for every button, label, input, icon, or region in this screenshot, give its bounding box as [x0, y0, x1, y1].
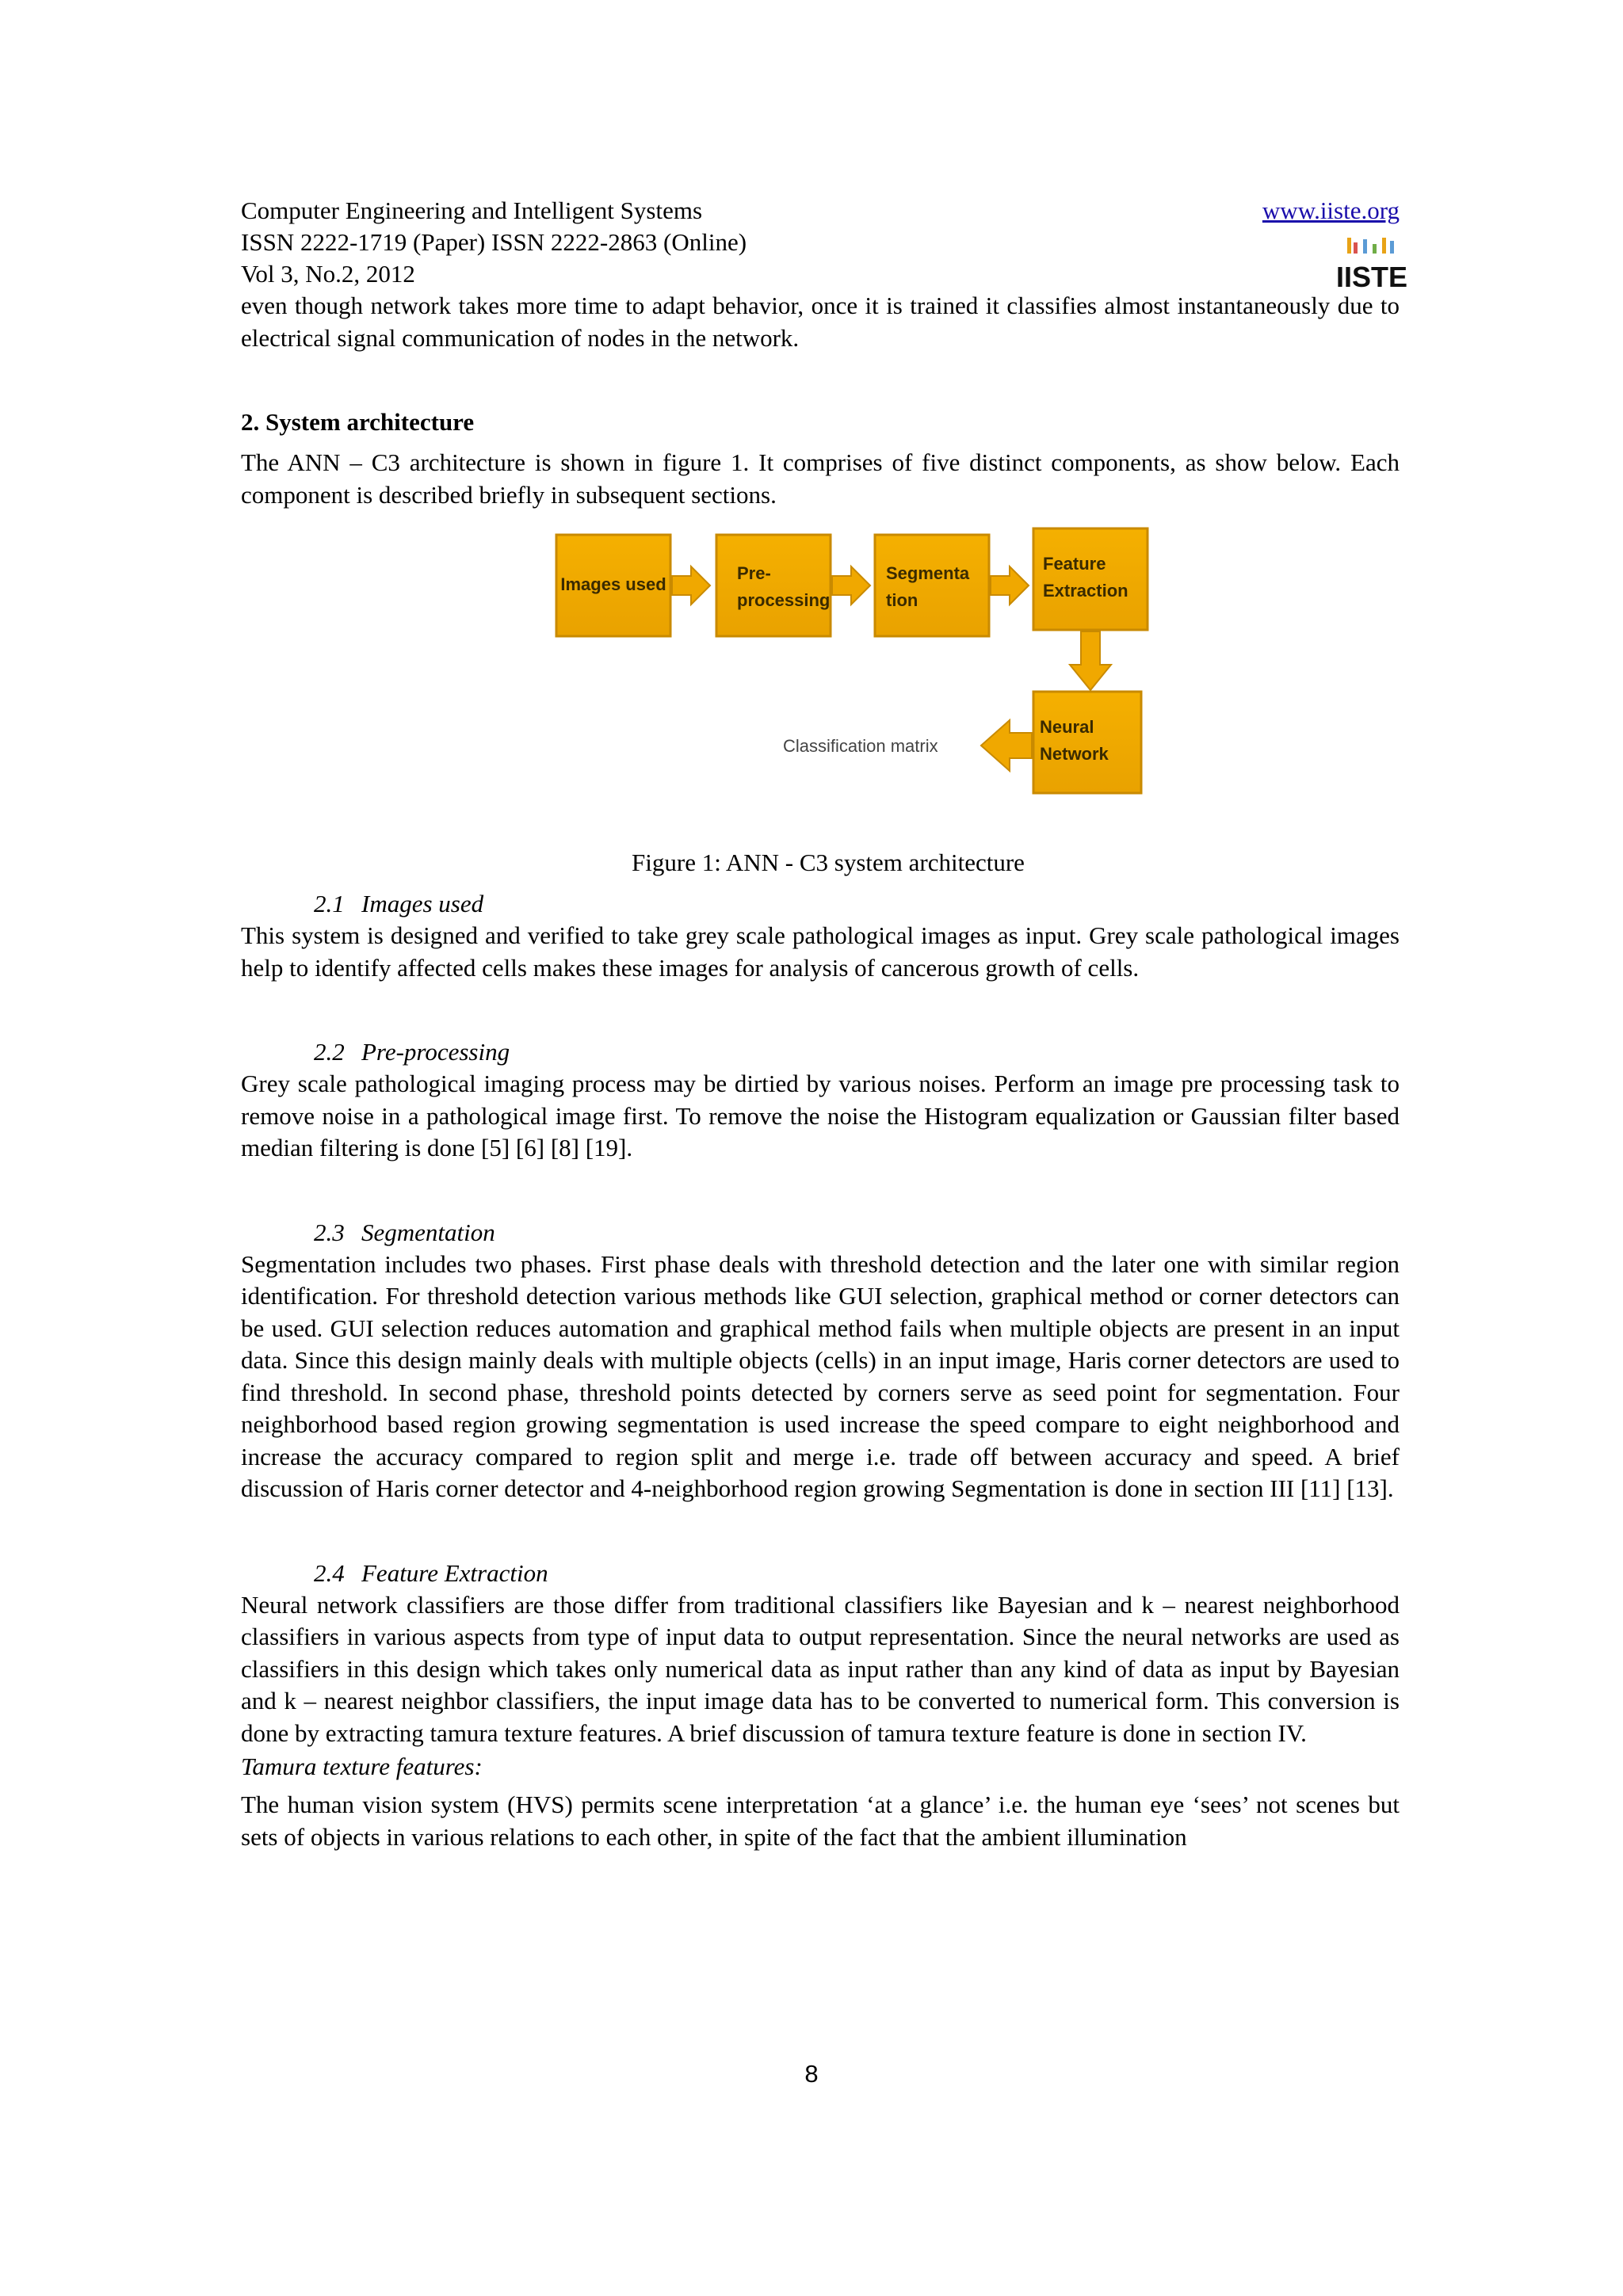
- box-preprocessing-label-2: processing: [737, 590, 831, 610]
- arrow-1-icon: [672, 566, 710, 605]
- journal-title: Computer Engineering and Intelligent Systems: [241, 196, 703, 224]
- architecture-diagram: [241, 528, 1400, 837]
- iiste-logo-icon: [1335, 236, 1408, 293]
- section-2-4-title: [241, 1558, 1400, 1589]
- logo-text: IISTE: [1335, 261, 1408, 293]
- arrow-3-icon: [991, 566, 1029, 605]
- box-segmentation-label-2: tion: [886, 590, 918, 610]
- journal-issn: ISSN 2222-1719 (Paper) ISSN 2222-2863 (Online): [241, 228, 747, 256]
- journal-volume: Vol 3, No.2, 2012: [241, 260, 415, 288]
- box-neural-network: [1033, 692, 1141, 793]
- section-2-4-number: 2.4: [314, 1558, 345, 1587]
- section-2-3-title: [241, 1217, 1400, 1249]
- section-2-3-name: Segmentation: [361, 1218, 495, 1246]
- section-2-4-name: Feature Extraction: [361, 1558, 548, 1587]
- section-2-2-number: 2.2: [314, 1038, 345, 1066]
- arrow-left-icon: [981, 720, 1032, 771]
- page-number: 8: [804, 2060, 819, 2088]
- tamura-title: Tamura texture features:: [241, 1753, 483, 1780]
- box-feature-label-1: Feature: [1043, 554, 1106, 574]
- section-2-1-paragraph: This system is designed and verified to take grey scale pathological images as input. Grey scale pathological images help to identify affected cells makes these images for analysis of cancerous growth of cells.: [241, 921, 1400, 982]
- header-issn-line: [241, 227, 1400, 258]
- box-neural-label-1: Neural: [1040, 717, 1094, 737]
- section-2-1-name: Images used: [361, 890, 484, 917]
- header-journal-line: [241, 195, 1400, 227]
- box-segmentation: [875, 535, 989, 636]
- section-2-2-title: [241, 1036, 1400, 1068]
- section-2-2-paragraph: Grey scale pathological imaging process may be dirtied by various noises. Perform an image pre processing task to remove noise in a pathological image first. To remove the noise the Histogram equalization or Gaussian filter based median filtering is done [5] [6] [8] [19].: [241, 1070, 1400, 1161]
- section-2-2-name: Pre-processing: [361, 1038, 510, 1066]
- intro-paragraph: even though network takes more time to adapt behavior, once it is trained it classifies almost instantaneously due to electrical signal communication of nodes in the network.: [241, 292, 1400, 352]
- section-2-1-title: [241, 888, 1400, 920]
- box-images-used-label: Images used: [560, 574, 666, 594]
- classification-matrix-label: Classification matrix: [783, 736, 938, 756]
- box-feature-extraction: [1033, 528, 1148, 630]
- box-segmentation-label-1: Segmenta: [886, 563, 970, 583]
- figure-1: [241, 528, 1400, 837]
- journal-url-link[interactable]: www.iiste.org: [1262, 196, 1400, 224]
- box-preprocessing-label-1: Pre-: [737, 563, 771, 583]
- box-neural-label-2: Network: [1040, 744, 1109, 764]
- section-2-3-paragraph: Segmentation includes two phases. First phase deals with threshold detection and the later one with similar region identification. For threshold detection various methods like GUI selection, graphical method or corner detectors can be used. GUI selection reduces automation and graphical method fails when multiple objects are present in an input data. Since this design mainly deals with multiple objects (cells) in an input image, Haris corner detectors are used to find threshold. In second phase, threshold points detected by corners serve as seed point for segmentation. Four neighborhood based region growing segmentation is used increase the speed compare to eight neighborhood and increase the accuracy compared to region split and merge i.e. trade off between accuracy and speed. A brief discussion of Haris corner detector and 4-neighborhood region growing Segmentation is done in section III [11] [13].: [241, 1249, 1400, 1502]
- arrow-down-icon: [1070, 631, 1111, 690]
- section-2-1-number: 2.1: [314, 890, 345, 917]
- box-images-used: [556, 535, 670, 636]
- section-2-3-number: 2.3: [314, 1218, 345, 1246]
- figure-caption: Figure 1: ANN - C3 system architecture: [632, 849, 1025, 876]
- arrow-2-icon: [832, 566, 870, 605]
- section-2-title: 2. System architecture: [241, 408, 475, 436]
- section-2-paragraph: The ANN – C3 architecture is shown in figure 1. It comprises of five distinct components, as show below. Each component is described briefly in subsequent sections.: [241, 448, 1400, 509]
- page-content: [241, 195, 1408, 1853]
- box-feature-label-2: Extraction: [1043, 581, 1128, 601]
- tamura-paragraph: The human vision system (HVS) permits scene interpretation ‘at a glance’ i.e. the human eye ‘sees’ not scenes but sets of objects in various relations to each other, in spite of the fact that the ambient illumination: [241, 1791, 1400, 1851]
- header-volume-line: [241, 258, 1400, 290]
- box-preprocessing: [716, 535, 831, 636]
- section-2-4-paragraph: Neural network classifiers are those differ from traditional classifiers like Bayesian and k – nearest neighborhood classifiers in various aspects from type of input data to output representation. Since the neural networks are used as classifiers in this design which takes only numerical data as input rather than any kind of data as input by Bayesian and k – nearest neighbor classifiers, the input image data has to be converted to numerical form. This conversion is done by extracting tamura texture features. A brief discussion of tamura texture feature is done in section IV.: [241, 1590, 1400, 1747]
